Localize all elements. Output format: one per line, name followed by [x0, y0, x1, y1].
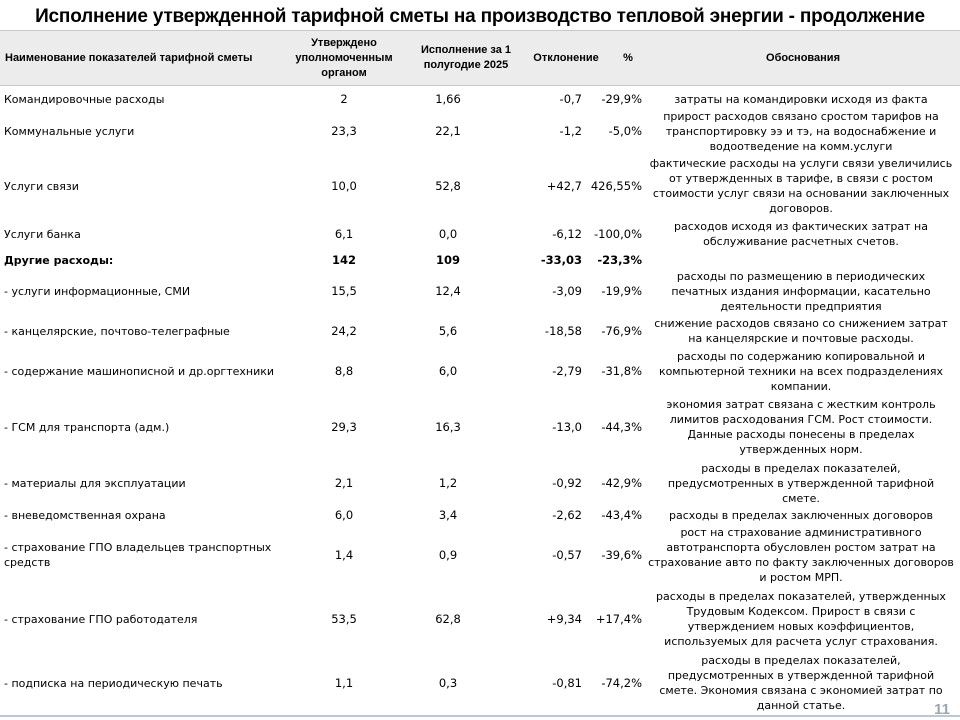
row-deviation: -3,09 — [552, 283, 582, 298]
table-row — [0, 587, 960, 651]
row-deviation: -13,0 — [552, 419, 582, 434]
row-percent: -43,4% — [601, 507, 642, 522]
bottom-divider — [0, 715, 960, 717]
row-deviation: -0,81 — [552, 675, 582, 690]
row-justification: рост на страхование административного автотранспорта обусловлен ростом затрат на страхование авто по факту заключенных договоров и ростом МРП. — [648, 526, 954, 584]
row-justification: расходы в пределах показателей, утвержденных Трудовым Кодексом. Прирост в связи с утверждением новых коэффициентов, используемых для расчета услуг страхования. — [656, 590, 946, 648]
table-row — [0, 507, 960, 523]
row-deviation: -2,62 — [552, 507, 582, 522]
row-justification: расходы в пределах заключенных договоров — [669, 508, 933, 522]
row-executed: 109 — [435, 252, 460, 267]
row-name: Коммунальные услуги — [4, 124, 135, 138]
header-percent: % — [623, 51, 633, 64]
table-row — [0, 92, 960, 106]
table-header — [0, 30, 960, 86]
row-name: Услуги банка — [4, 227, 81, 241]
table-row — [0, 315, 960, 347]
row-justification: затраты на командировки исходя из факта — [674, 92, 928, 106]
row-percent: -100,0% — [594, 226, 642, 241]
table-row — [0, 218, 960, 250]
row-executed: 0,3 — [438, 675, 458, 690]
row-percent: -39,6% — [601, 547, 642, 562]
row-name: - страхование ГПО владельцев транспортных средств — [4, 541, 272, 569]
row-deviation: -0,57 — [552, 547, 582, 562]
row-approved: 15,5 — [331, 283, 357, 298]
row-executed: 62,8 — [435, 611, 461, 626]
row-approved: 24,2 — [331, 323, 357, 338]
row-deviation: -2,79 — [552, 363, 582, 378]
row-approved: 1,1 — [334, 675, 354, 690]
row-approved: 53,5 — [331, 611, 357, 626]
row-percent: -42,9% — [601, 475, 642, 490]
row-executed: 52,8 — [435, 178, 461, 193]
row-approved: 1,4 — [334, 547, 354, 562]
row-justification: экономия затрат связана с жестким контроль лимитов расходования ГСМ. Рост стоимости. Данные расходы понесены в пределах утвержденных норм. — [666, 398, 936, 456]
row-justification: расходы по размещению в периодических печатных издания информации, касательно деятельности предприятия — [671, 269, 931, 313]
row-percent: -19,9% — [601, 283, 642, 298]
table-row — [0, 459, 960, 507]
row-deviation: -6,12 — [552, 226, 582, 241]
row-approved: 8,8 — [334, 363, 354, 378]
page-number: 11 — [934, 701, 950, 718]
row-deviation: -1,2 — [559, 123, 582, 138]
row-name: - услуги информационные, СМИ — [4, 284, 191, 298]
row-percent: -5,0% — [608, 123, 642, 138]
row-percent: -44,3% — [601, 419, 642, 434]
row-approved: 142 — [331, 252, 356, 267]
header-name: Наименование показателей тарифной сметы — [5, 51, 253, 64]
row-name: - содержание машинописной и др.оргтехники — [4, 364, 275, 378]
row-approved: 29,3 — [331, 419, 357, 434]
row-name: - ГСМ для транспорта (адм.) — [4, 420, 170, 434]
row-executed: 16,3 — [435, 419, 461, 434]
row-executed: 6,0 — [438, 363, 458, 378]
table-row — [0, 523, 960, 587]
row-justification: снижение расходов связано со снижением затрат на канцелярские и почтовые расходы. — [654, 317, 948, 345]
row-approved: 6,0 — [334, 507, 354, 522]
row-deviation: +9,34 — [546, 611, 582, 626]
row-executed: 0,0 — [438, 226, 458, 241]
row-percent: -74,2% — [601, 675, 642, 690]
row-approved: 6,1 — [334, 226, 354, 241]
row-justification: расходы по содержанию копировальной и компьютерной техники на всех подразделениях компании. — [658, 349, 944, 393]
page-title: Исполнение утвержденной тарифной сметы на производство тепловой энергии - продолжение — [35, 6, 925, 27]
row-deviation: +42,7 — [546, 178, 582, 193]
row-justification: расходы в пределах показателей, предусмотренных в утвержденной тарифной смете. Экономия связана с экономией затрат по данной статье. — [659, 654, 943, 712]
row-name: - материалы для эксплуатации — [4, 476, 186, 490]
header-approved: Утверждено уполномоченным органом — [295, 36, 393, 79]
row-name: - подписка на периодическую печать — [4, 676, 223, 690]
row-executed: 5,6 — [438, 323, 458, 338]
row-percent: -29,9% — [601, 91, 642, 106]
table-row — [0, 156, 960, 216]
row-deviation: -18,58 — [544, 323, 582, 338]
table-row — [0, 108, 960, 154]
row-percent: -23,3% — [597, 252, 642, 267]
row-name: - канцелярские, почтово-телеграфные — [4, 324, 230, 338]
table-row — [0, 347, 960, 395]
row-executed: 1,66 — [435, 91, 461, 106]
row-deviation: -33,03 — [540, 252, 582, 267]
row-justification: прирост расходов связано сростом тарифов на транспортировку ээ и тэ, на водоснабжение и водоотведение на комм.услуги — [663, 109, 939, 153]
header-executed: Исполнение за 1 полугодие 2025 — [420, 44, 512, 71]
row-percent: -76,9% — [601, 323, 642, 338]
row-justification: расходы в пределах показателей, предусмотренных в утвержденной тарифной смете. — [667, 461, 935, 505]
row-name: - страхование ГПО работодателя — [4, 612, 198, 626]
header-deviation: Отклонение — [533, 51, 599, 64]
row-executed: 0,9 — [438, 547, 458, 562]
row-deviation: -0,7 — [559, 91, 582, 106]
row-executed: 12,4 — [435, 283, 461, 298]
row-executed: 22,1 — [435, 123, 461, 138]
row-name: Другие расходы: — [4, 253, 114, 267]
row-approved: 10,0 — [331, 178, 357, 193]
row-justification: фактические расходы на услуги связи увеличились от утвержденных в тарифе, в связи с ростом стоимости услуг связи на основании заключенных договоров. — [649, 157, 953, 215]
row-percent: +17,4% — [595, 611, 642, 626]
row-approved: 2 — [340, 91, 348, 106]
row-name: Услуги связи — [4, 179, 79, 193]
row-name: Командировочные расходы — [4, 92, 165, 106]
row-name: - вневедомственная охрана — [4, 508, 166, 522]
row-percent: 426,55% — [590, 178, 642, 193]
row-justification: расходов исходя из фактических затрат на обслуживание расчетных счетов. — [674, 220, 928, 248]
table-row — [0, 267, 960, 315]
table-row — [0, 395, 960, 459]
row-executed: 1,2 — [438, 475, 458, 490]
header-justification: Обоснования — [766, 51, 840, 64]
row-deviation: -0,92 — [552, 475, 582, 490]
table-row — [0, 651, 960, 715]
row-percent: -31,8% — [601, 363, 642, 378]
row-approved: 23,3 — [331, 123, 357, 138]
row-approved: 2,1 — [334, 475, 354, 490]
row-executed: 3,4 — [438, 507, 458, 522]
